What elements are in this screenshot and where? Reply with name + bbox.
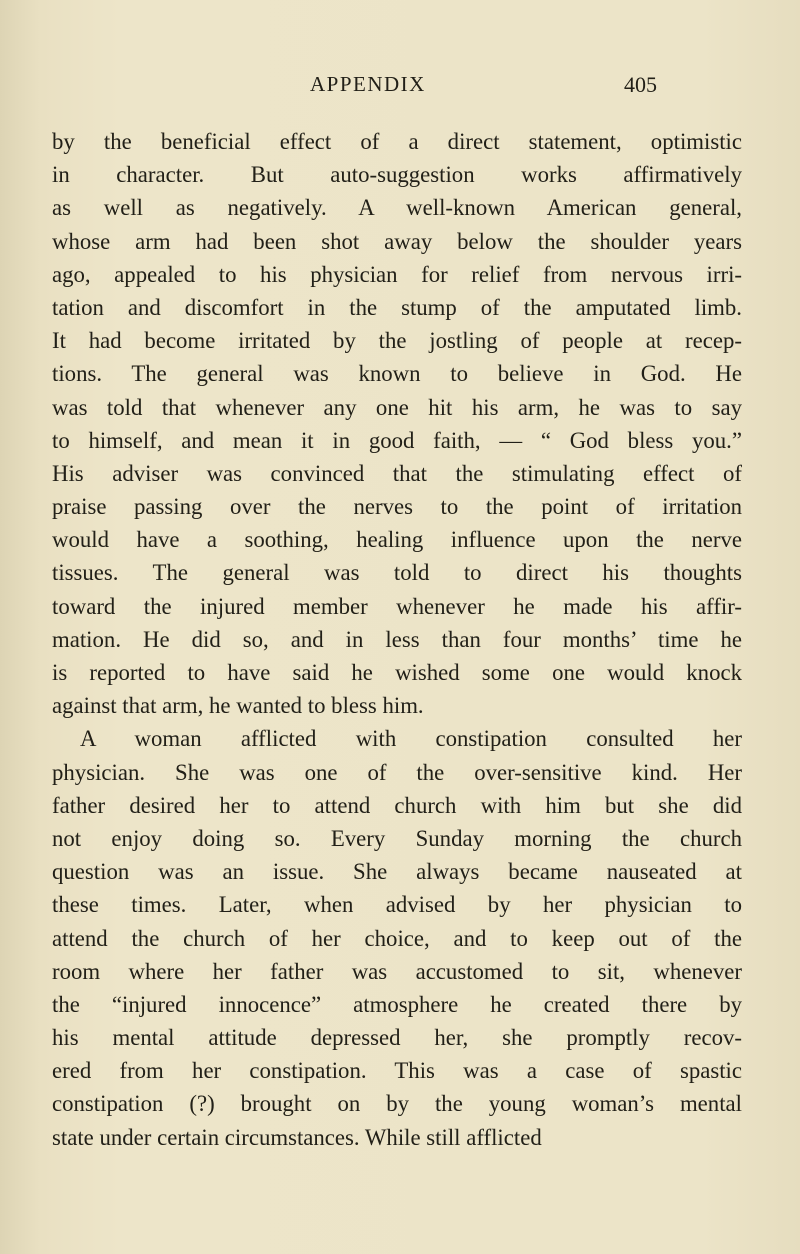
text-line: ered from her constipation. This was a case of spastic [52, 1058, 742, 1084]
text-line: tions. The general was known to believe in God. He [52, 361, 742, 387]
text-line: toward the injured member whenever he made his affir- [52, 593, 742, 619]
text-line: tissues. The general was told to direct his thoughts [52, 560, 742, 586]
text-line: mation. He did so, and in less than four months’ time he [52, 626, 742, 652]
page-number: 405 [624, 72, 657, 97]
text-line: by the beneficial effect of a direct statement, optimistic [52, 129, 742, 154]
text-line: It had become irritated by the jostling of people at recep- [52, 328, 742, 354]
text-line: tation and discomfort in the stump of the amputated limb. [52, 294, 742, 320]
text-line: constipation (?) brought on by the young woman’s mental [52, 1091, 742, 1117]
text-line: is reported to have said he wished some one would knock [52, 660, 742, 685]
text-line: the “injured innocence” atmosphere he created there by [52, 991, 742, 1017]
page-header [0, 64, 800, 104]
text-line: in character. But auto-suggestion works affirmatively [52, 162, 742, 188]
text-line: room where her father was accustomed to sit, whenever [52, 958, 742, 984]
text-line: as well as negatively. A well-known American general, [52, 195, 742, 221]
text-line: whose arm had been shot away below the shoulder years [52, 228, 742, 254]
text-line: not enjoy doing so. Every Sunday morning the church [52, 825, 742, 851]
text-line: state under certain circumstances. While still afflicted [52, 1124, 542, 1150]
text-line: ago, appealed to his physician for relief from nervous irri- [52, 261, 742, 287]
body-text [52, 125, 742, 1154]
text-line: these times. Later, when advised by her physician to [52, 892, 742, 918]
text-line: A woman afflicted with constipation consulted her [80, 726, 742, 752]
text-line: question was an issue. She always became nauseated at [52, 859, 742, 885]
text-line: attend the church of her choice, and to keep out of the [52, 925, 742, 951]
text-line: would have a soothing, healing influence upon the nerve [52, 527, 742, 553]
text-line: praise passing over the nerves to the point of irritation [52, 494, 742, 520]
text-line: father desired her to attend church with him but she did [52, 792, 742, 818]
running-head: APPENDIX [310, 72, 426, 96]
text-line: to himself, and mean it in good faith, — “ God bless you.” [52, 427, 742, 453]
text-line: His adviser was convinced that the stimulating effect of [52, 460, 742, 486]
text-line: was told that whenever any one hit his arm, he was to say [52, 394, 742, 420]
text-line: his mental attitude depressed her, she promptly recov- [52, 1025, 742, 1051]
text-line: physician. She was one of the over-sensitive kind. Her [52, 759, 742, 785]
text-line: against that arm, he wanted to bless him. [52, 693, 424, 719]
